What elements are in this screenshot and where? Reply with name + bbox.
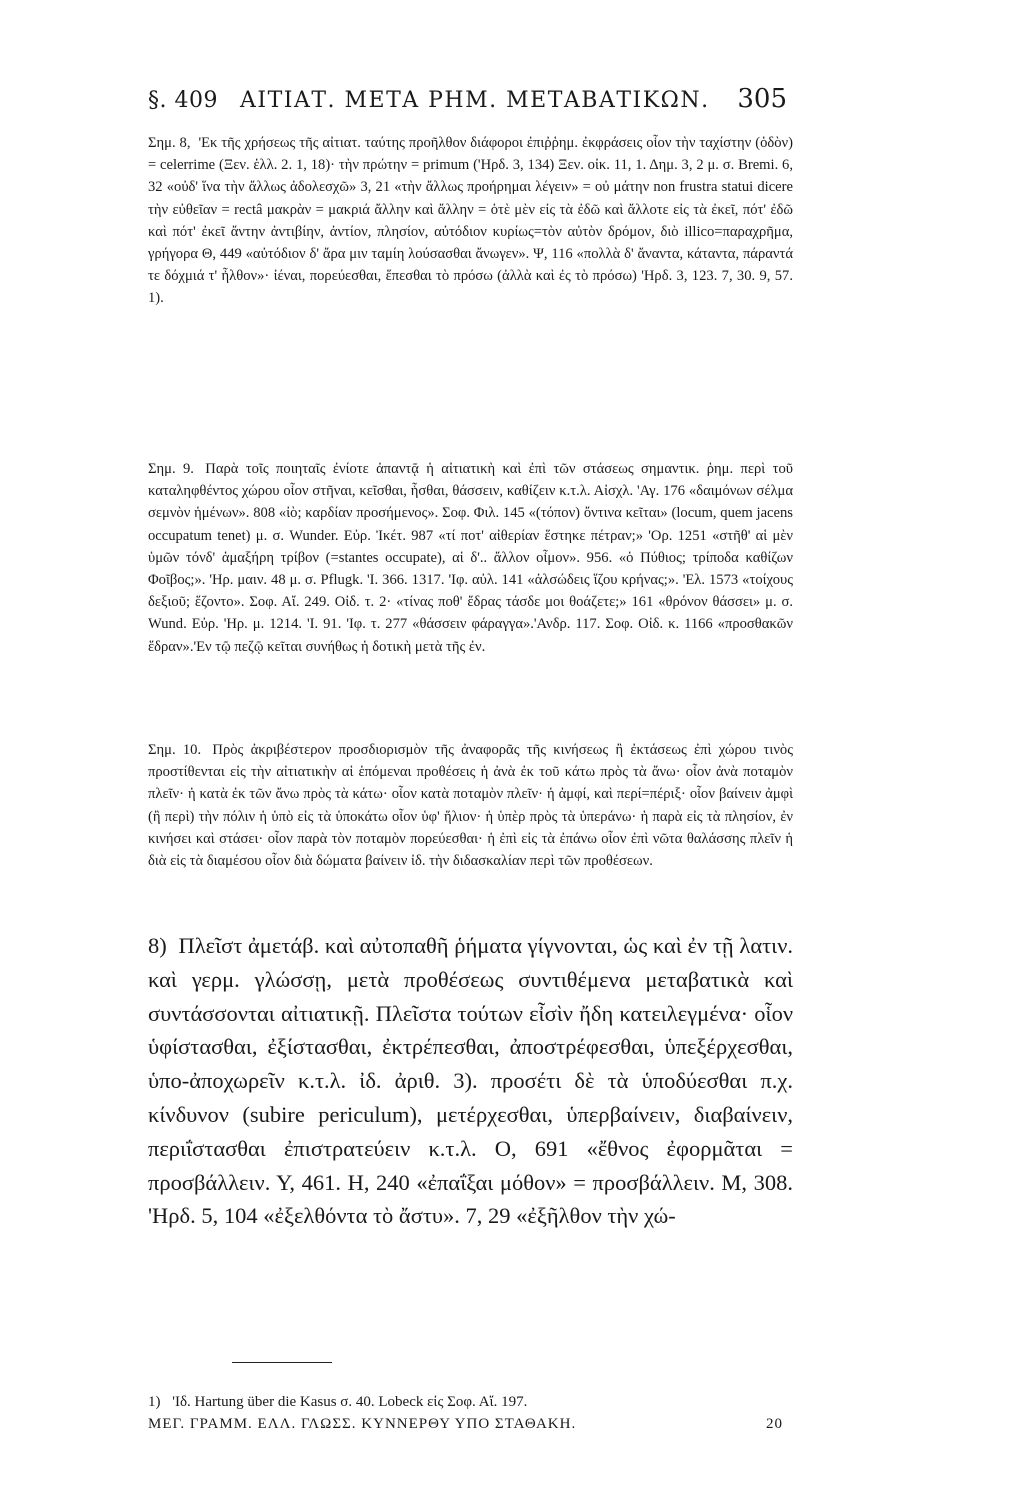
section-number: §. 409 <box>148 88 218 113</box>
note-9 <box>148 458 793 658</box>
footnote-text: 'Ιδ. Hartung über die Kasus σ. 40. Lobeck εἰς Σοφ. Αἴ. 197. <box>172 1394 528 1410</box>
paragraph-number: 8) <box>148 933 167 958</box>
note-body: 'Εκ τῆς χρήσεως τῆς αἰτιατ. ταύτης προῆλθον διάφοροι ἐπιῤῥημ. ἐκφράσεις οἷον τὴν ταχίστην (ὁδὸν) = celerrime (Ξεν. ἑλλ. 2. 1, 18)· τὴν πρώτην = primum ('Ηρδ. 3, 134) Ξεν. οἰκ. 11, 1. Δημ. 3, 2 μ. σ. Bremi. 6, 32 «οὐδ' ἵνα τὴν ἄλλως ἀδολεσχῶ» 3, 21 «τὴν ἄλλως προήρημαι λέγειν» = οὐ μάτην non frustra statui dicere τὴν εὐθεῖαν = rectâ μακρὰν = μακριά ἄλλην καὶ ἄλλην = ὁτὲ μὲν εἰς τὰ ἐδῶ καὶ ἄλλοτε εἰς τὰ ἐκεῖ, πότ' ἐδῶ καὶ πότ' ἐκεῖ ἄντην ἀντιβίην, ἀντίον, πλησίον, αὐτόδιον κυρίως=τὸν αὐτὸν δρόμον, διὸ illico=παραχρῆμα, γρήγορα Θ, 449 «αὐτόδιον δ' ἄρα μιν ταμίη λούσασθαι ἄνωγεν». Ψ, 116 «πολλὰ δ' ἄναντα, κάταντα, πάραντά τε δόχμιά τ' ἦλθον»· ἰέναι, πορεύεσθαι, ἕπεσθαι τὸ πρόσω (ἀλλὰ καὶ ἐς τὸ πρόσω) 'Ηρδ. 3, 123. 7, 30. 9, 57. 1). <box>148 135 793 307</box>
paragraph-body: Πλεῖστ ἀμετάβ. καὶ αὐτοπαθῆ ῥήματα γίγνονται, ὡς καὶ ἐν τῇ λατιν. καὶ γερμ. γλώσσῃ, μετὰ προθέσεως συντιθέμενα μεταβατικὰ καὶ συντάσσονται αἰτιατικῇ. Πλεῖστα τούτων εἶσὶν ἤδη κατειλεγμένα· οἷον ὑφίστασθαι, ἐξίστασθαι, ἐκτρέπεσθαι, ἀποστρέφεσθαι, ὑπεξέρχεσθαι, ὑπο-ἀποχωρεῖν κ.τ.λ. ἰδ. ἀριθ. 3). προσέτι δὲ τὰ ὑποδύεσθαι π.χ. κίνδυνον (subire periculum), μετέρχεσθαι, ὑπερβαίνειν, διαβαίνειν, περιΐστασθαι ἐπιστρατεύειν κ.τ.λ. Ο, 691 «ἔθνος ἐφορμᾶται = προσβάλλειν. Υ, 461. Η, 240 «ἐπαΐξαι μόθον» = προσβάλλειν. Μ, 308. 'Ηρδ. 5, 104 «ἐξελθόντα τὸ ἄστυ». 7, 29 «ἐξῆλθον τὴν χώ- <box>148 933 793 1229</box>
footnote <box>148 1392 793 1412</box>
main-paragraph <box>148 929 793 1233</box>
printer-signature <box>148 1416 783 1438</box>
note-label: Σημ. 10. <box>148 742 202 758</box>
note-10 <box>148 739 793 872</box>
running-title: ΑΙΤΙΑΤ. ΜΕΤΑ ΡΗΜ. ΜΕΤΑΒΑΤΙΚΩΝ. <box>240 88 710 113</box>
note-8 <box>148 132 793 310</box>
note-body: Παρὰ τοῖς ποιηταῖς ἐνίοτε ἀπαντᾷ ἡ αἰτιατικὴ καὶ ἐπὶ τῶν στάσεως σημαντικ. ῥημ. περὶ τοῦ καταληφθέντος χώρου οἷον στῆναι, κεῖσθαι, ἧσθαι, θάσσειν, καθίζειν κ.τ.λ. Αἰσχλ. 'Αγ. 176 «δαιμόνων σέλμα σεμνὸν ἡμένων». 808 «ἰὸ; καρδίαν προσήμενος». Σοφ. Φιλ. 145 «(τόπον) ὄντινα κεῖται» (locum, quem jacens occupatum tenet) μ. σ. Wunder. Εὐρ. Ἰκέτ. 987 «τί ποτ' αἰθερίαν ἕστηκε πέτραν;» 'Ορ. 1251 «στῆθ' αἱ μὲν ὑμῶν τόνδ' ἁμαξήρη τρίβον (=stantes occupate), αἱ δ'.. ἄλλον οἶμον». 956. «ὁ Πύθιος; τρίποδα καθίζων Φοῖβος;». 'Ηρ. μαιν. 48 μ. σ. Pflugk. 'Ι. 366. 1317. 'Ιφ. αὐλ. 141 «ἀλσώδεις ἵζου κρήνας;». 'Ελ. 1573 «τοίχους δεξιοῦ; ἕζοντο». Σοφ. Αἴ. 249. Οἰδ. τ. 2· «τίνας ποθ' ἕδρας τάσδε μοι θοάζετε;» 161 «θρόνον θάσσει» μ. σ. Wund. Εὐρ. 'Ηρ. μ. 1214. 'Ι. 91. 'Ιφ. τ. 277 «θάσσειν φάραγγα».'Ανδρ. 117. Σοφ. Οἰδ. κ. 1166 «προσθακῶν ἕδραν».'Εν τῷ πεζῷ κεῖται συνήθως ἡ δοτικὴ μετὰ τῆς ἐν. <box>148 461 793 655</box>
signature-text: ΜΕΓ. ΓΡΑΜΜ. ΕΛΛ. ΓΛΩΣΣ. ΚΥΝΝΕΡΘΥ ΥΠΟ ΣΤΑΘΑΚΗ. <box>148 1416 577 1432</box>
note-body: Πρὸς ἀκριβέστερον προσδιορισμὸν τῆς ἀναφορᾶς τῆς κινήσεως ἢ ἐκτάσεως ἐπὶ χώρου τινὸς προστίθενται εἰς τὴν αἰτιατικὴν αἱ ἑπόμεναι προθέσεις ἡ ἀνὰ ἐκ τοῦ κάτω πρὸς τὰ ἄνω· οἷον ἀνὰ ποταμὸν πλεῖν· ἡ κατὰ ἐκ τῶν ἄνω πρὸς τὰ κάτω· οἷον κατὰ ποταμὸν πλεῖν· ἡ ἀμφί, καὶ περί=πέριξ· οἷον βαίνειν ἀμφὶ (ἢ περὶ) τὴν πόλιν ἡ ὑπὸ εἰς τὰ ὑποκάτω οἷον ὑφ' ἥλιον· ἡ ὑπὲρ πρὸς τὰ ὑπεράνω· ἡ παρὰ εἰς τὰ πλησίον, ἐν κινήσει καὶ στάσει· οἷον παρὰ τὸν ποταμὸν πορεύεσθαι· ἡ ἐπὶ εἰς τὰ ἐπάνω οἷον ἐπὶ νῶτα θαλάσσης πλεῖν ἡ διὰ εἰς τὰ διαμέσου οἷον διὰ δώματα βαίνειν ἰδ. τὴν διδασκαλίαν περὶ τῶν προθέσεων. <box>148 742 794 870</box>
signature-number: 20 <box>766 1416 783 1432</box>
running-header <box>148 84 793 120</box>
page-number: 305 <box>737 84 787 114</box>
footnote-mark: 1) <box>148 1394 161 1410</box>
note-label: Σημ. 8, <box>148 135 191 151</box>
footnote-rule <box>232 1362 332 1363</box>
note-label: Σημ. 9. <box>148 461 194 477</box>
